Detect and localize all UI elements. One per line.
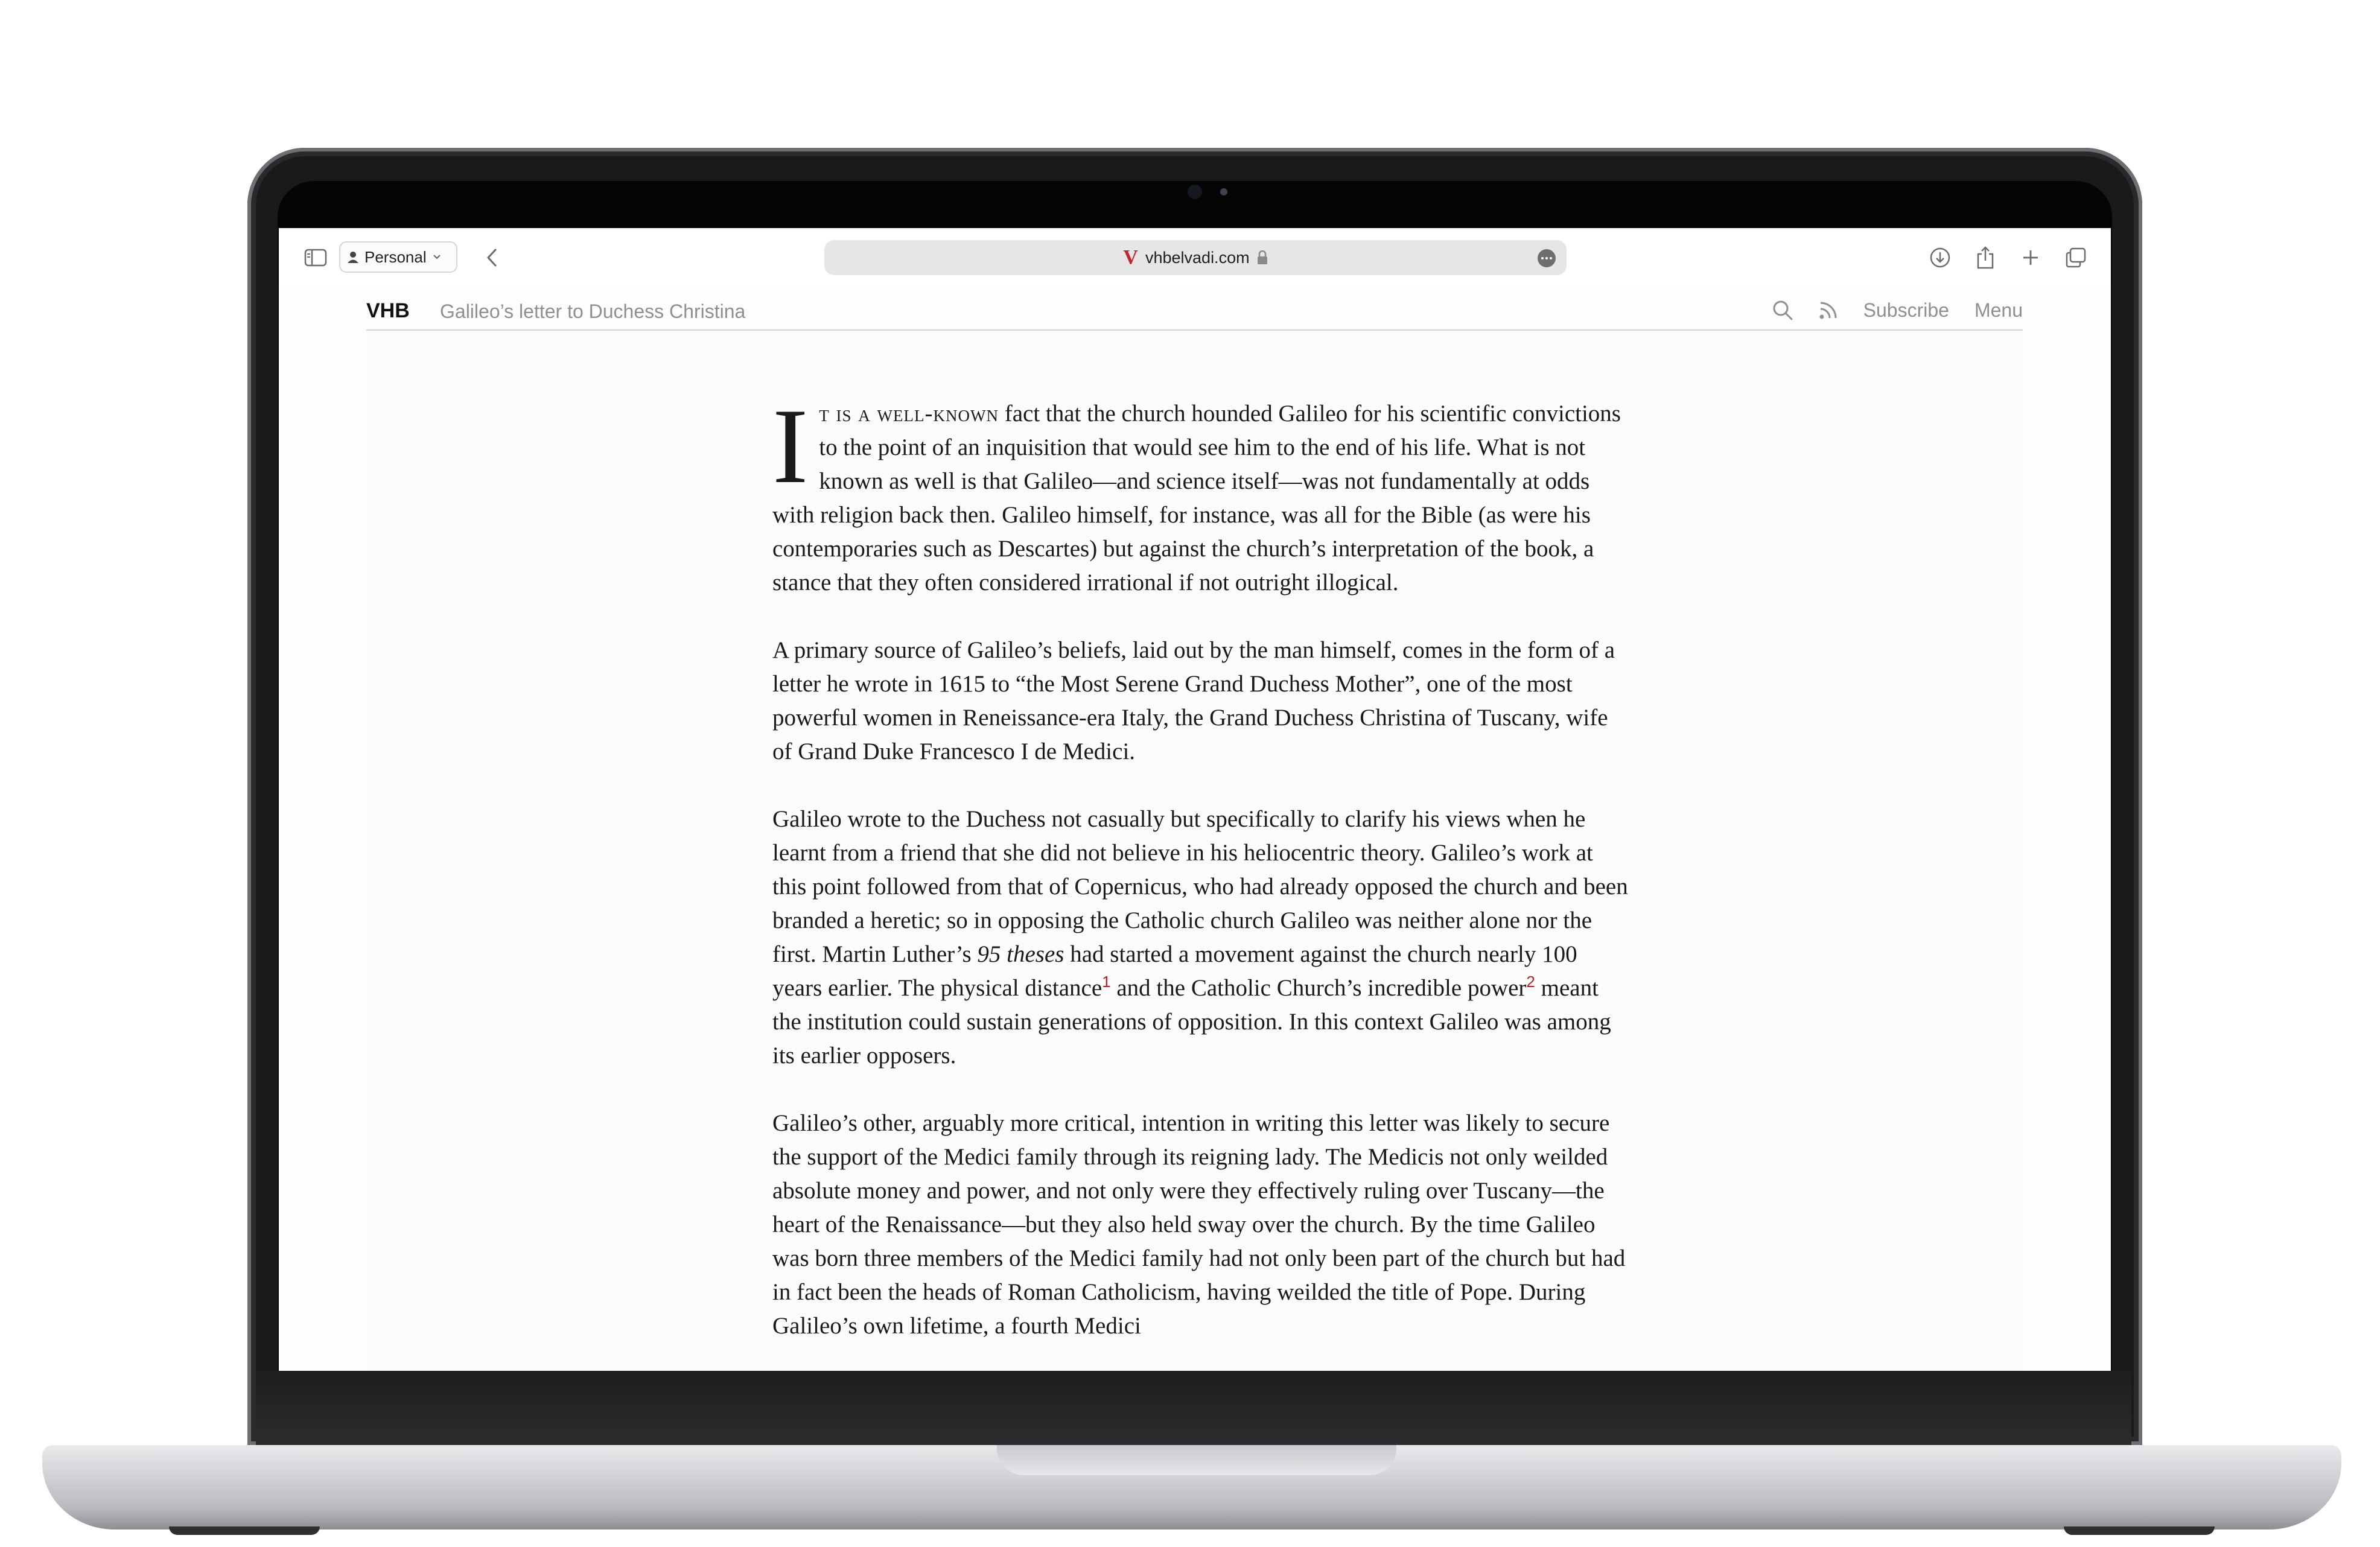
screen-chin — [256, 1371, 2131, 1446]
laptop-foot-right — [2064, 1526, 2215, 1535]
article-paragraph-2: A primary source of Galileo’s beliefs, laid out by the man himself, comes in the form of a letter he wrote in 1615 to “the Most Serene Grand Duchess Mother”, one of the most powerful women in Reneissance-era Italy, the Grand Duchess Christina of Tuscany, wife of Grand Duke Francesco I de Medici. — [772, 637, 1615, 764]
article-paragraph-4: Galileo’s other, arguably more critical, intention in writing this letter was likely to secure the support of the Medici family through its reigning lady. The Medicis not only weilded absolute money and power, and not only were they effectively ruling over Tuscany—the heart of the Renaissance—but they also held sway over the church. By the time Galileo was born three members of the Medici family had not only been part of the church but had in fact been the heads of Roman Catholicism, having weilded the title of Pope. During Galileo’s own lifetime, a fourth Medici — [772, 1110, 1626, 1339]
page-title: Galileo’s letter to Duchess Christina — [440, 300, 746, 322]
rss-icon[interactable] — [1819, 300, 1838, 320]
paragraph-3-text-d: meant the institution could sustain generations of opposition. In this context Galileo was among its earlier opposers. — [772, 975, 1611, 1069]
profile-switcher[interactable] — [339, 241, 457, 273]
sidebar-icon[interactable] — [302, 244, 329, 272]
address-bar[interactable] — [824, 240, 1567, 275]
person-icon — [348, 251, 358, 263]
browser-window — [279, 228, 2111, 1371]
lock-icon — [1257, 250, 1268, 265]
download-icon[interactable] — [1926, 244, 1954, 272]
laptop-opening-lip — [997, 1445, 1396, 1475]
profile-label: Personal — [364, 247, 427, 266]
camera-indicator — [1220, 188, 1227, 195]
browser-toolbar — [279, 228, 2111, 288]
laptop-foot-left — [169, 1526, 320, 1535]
paragraph-3-text-a: Galileo wrote to the Duchess not casually but specifically to clarify his views when he learnt from a friend that she did not believe in his heliocentric theory. Galileo’s work at this point followed from that of Copernicus, who had already opposed the church and been branded a heretic; so in opposing the Catholic church Galileo was neither alone nor the first. Martin Luther’s — [772, 806, 1628, 967]
lead-in: t is a well-known — [819, 401, 999, 427]
camera-lens — [1188, 185, 1202, 199]
article-paragraph-3 — [772, 802, 1629, 1073]
footnote-1-link[interactable]: 1 — [1102, 973, 1111, 991]
subscribe-link[interactable]: Subscribe — [1863, 299, 1949, 321]
site-brand[interactable]: VHB — [366, 299, 410, 322]
paragraph-1-text: fact that the church hounded Galileo for his scientific convictions to the point of an inquisition that would see him to the end of his life. What is not known as well is that Galileo—and science itself—was not fundamentally at odds with religion back then. Galileo himself, for instance, was all for the Bible (as were his contemporaries such as Descartes) but against the church’s interpretation of the book, a stance that they often considered irrational if not outright illogical. — [772, 401, 1621, 596]
site-favicon: V — [1123, 246, 1138, 268]
share-icon[interactable] — [1971, 244, 1999, 272]
tab-overview-icon[interactable] — [2062, 244, 2090, 272]
paragraph-3-text-b: had started a movement against the church nearly 100 years earlier. The physical distance — [772, 941, 1577, 1001]
url-text: vhbelvadi.com — [1145, 248, 1250, 267]
site-nav-actions — [1772, 297, 2023, 323]
article-body — [772, 386, 1629, 1371]
more-icon[interactable] — [1538, 249, 1556, 267]
menu-link[interactable]: Menu — [1974, 299, 2023, 321]
paragraph-3-text-c: and the Catholic Church’s incredible power — [1110, 975, 1527, 1001]
search-icon[interactable] — [1772, 299, 1793, 321]
drop-cap: I — [772, 386, 809, 506]
italic-title: 95 theses — [977, 941, 1064, 967]
new-tab-icon[interactable] — [2017, 244, 2044, 272]
back-chevron-icon[interactable] — [478, 244, 506, 272]
chevron-down-icon — [433, 254, 441, 260]
article-paragraph-1 — [772, 386, 1629, 600]
footnote-2-link[interactable]: 2 — [1526, 973, 1535, 991]
site-navigation — [366, 288, 2023, 331]
